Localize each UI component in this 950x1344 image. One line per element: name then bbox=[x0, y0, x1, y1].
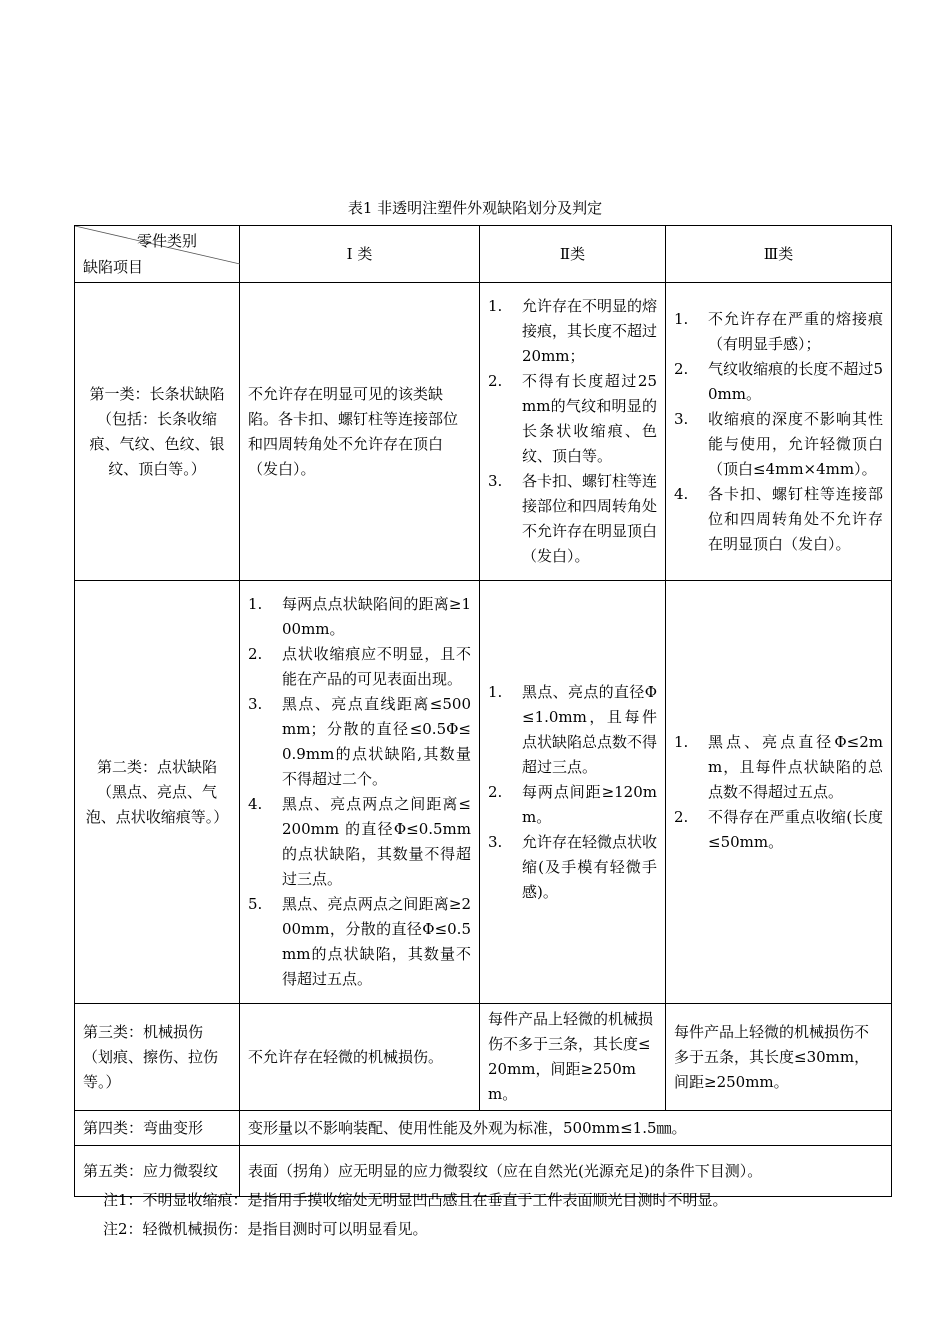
class3-cell bbox=[666, 283, 892, 581]
category-cell: 第二类：点状缺陷（黑点、亮点、气泡、点状收缩痕等。） bbox=[75, 581, 240, 1004]
category-cell: 第一类：长条状缺陷（包括：长条收缩痕、气纹、色纹、银纹、顶白等。） bbox=[75, 283, 240, 581]
class1-cell bbox=[240, 581, 480, 1004]
list-item bbox=[674, 407, 883, 482]
merged-content-cell: 表面（拐角）应无明显的应力微裂纹（应在自然光(光源充足)的条件下目测）。 bbox=[240, 1146, 892, 1197]
list-text: 每两点间距≥120mm。 bbox=[522, 782, 657, 826]
list-text: 收缩痕的深度不影响其性能与使用，允许轻微顶白（顶白≤4mm×4mm）。 bbox=[708, 409, 883, 478]
row-bending-deformation bbox=[75, 1111, 892, 1146]
list-text: 黑点、亮点直径Φ≤2mm，且每件点状缺陷的总点数不得超过五点。 bbox=[708, 732, 883, 801]
class2-list bbox=[488, 294, 657, 569]
class3-list bbox=[674, 730, 883, 855]
list-item bbox=[248, 642, 471, 692]
list-text: 气纹收缩痕的长度不超过50mm。 bbox=[708, 359, 883, 403]
list-number: 5. bbox=[248, 895, 263, 913]
list-item bbox=[674, 357, 883, 407]
list-number: 1. bbox=[488, 682, 503, 701]
list-text: 各卡扣、螺钉柱等连接部位和四周转角处不允许存在明显顶白（发白）。 bbox=[708, 484, 883, 553]
list-text: 黑点、亮点直线距离≤500mm；分散的直径≤0.5Φ≤0.9mm的点状缺陷,其数量不得超过二个。 bbox=[282, 695, 471, 788]
list-text: 每两点点状缺陷间的距离≥100mm。 bbox=[282, 595, 471, 638]
list-item bbox=[674, 482, 883, 557]
list-item bbox=[488, 294, 657, 369]
list-item bbox=[674, 805, 883, 855]
list-text: 黑点、亮点两点之间距离≤ 200mm 的直径Φ≤0.5mm的点状缺陷，其数量不得超过三点。 bbox=[282, 795, 471, 888]
category-cell: 第五类：应力微裂纹 bbox=[75, 1146, 240, 1197]
list-number: 2. bbox=[674, 807, 689, 826]
category-cell: 第三类：机械损伤（划痕、擦伤、拉伤等。） bbox=[75, 1004, 240, 1111]
header-defect-item: 缺陷项目 bbox=[83, 258, 144, 276]
header-class-1: I 类 bbox=[240, 226, 480, 283]
header-row bbox=[75, 226, 892, 283]
defect-table bbox=[74, 225, 892, 1197]
list-number: 3. bbox=[488, 832, 503, 851]
list-item bbox=[248, 692, 471, 792]
list-item bbox=[488, 780, 657, 830]
note-2: 注2：轻微机械损伤：是指目测时可以明显看见。 bbox=[103, 1220, 428, 1238]
class2-cell bbox=[480, 283, 666, 581]
note-1: 注1：不明显收缩痕：是指用手摸收缩处无明显凹凸感且在垂直于工件表面顺光目测时不明显。 bbox=[103, 1191, 728, 1209]
list-text: 允许存在轻微点状收缩(及手模有轻微手感)。 bbox=[522, 832, 658, 901]
list-number: 2. bbox=[248, 645, 263, 663]
list-text: 点状收缩痕应不明显，且不能在产品的可见表面出现。 bbox=[282, 645, 471, 688]
class1-cell: 不允许存在明显可见的该类缺陷。各卡扣、螺钉柱等连接部位和四周转角处不允许存在顶白（发白）。 bbox=[240, 283, 480, 581]
list-number: 4. bbox=[248, 795, 263, 813]
row-long-defects bbox=[75, 283, 892, 581]
list-number: 3. bbox=[674, 409, 689, 428]
class3-cell bbox=[666, 581, 892, 1004]
list-item bbox=[674, 730, 883, 805]
list-number: 3. bbox=[488, 472, 503, 490]
list-number: 1. bbox=[674, 732, 689, 751]
row-point-defects bbox=[75, 581, 892, 1004]
list-number: 2. bbox=[488, 372, 503, 390]
list-text: 不允许存在严重的熔接痕（有明显手感）； bbox=[708, 309, 883, 353]
class2-cell: 每件产品上轻微的机械损伤不多于三条，其长度≤ 20mm，间距≥250mm。 bbox=[480, 1004, 666, 1111]
class2-cell bbox=[480, 581, 666, 1004]
header-class-3: Ⅲ类 bbox=[666, 226, 892, 283]
list-number: 2. bbox=[674, 359, 689, 378]
list-item bbox=[248, 792, 471, 892]
list-number: 1. bbox=[488, 297, 503, 315]
list-number: 2. bbox=[488, 782, 503, 801]
list-item bbox=[488, 680, 657, 780]
list-number: 4. bbox=[674, 484, 689, 503]
class1-cell: 不允许存在轻微的机械损伤。 bbox=[240, 1004, 480, 1111]
list-item bbox=[488, 369, 657, 469]
list-number: 1. bbox=[674, 309, 689, 328]
list-text: 不得有长度超过25mm的气纹和明显的长条状收缩痕、色纹、顶白等。 bbox=[522, 372, 657, 465]
header-class-2: Ⅱ类 bbox=[480, 226, 666, 283]
list-number: 1. bbox=[248, 595, 263, 613]
class3-cell: 每件产品上轻微的机械损伤不多于五条，其长度≤30mm，间距≥250mm。 bbox=[666, 1004, 892, 1111]
list-item bbox=[248, 892, 471, 992]
list-item bbox=[248, 592, 471, 642]
diagonal-header-cell bbox=[75, 226, 240, 283]
list-item bbox=[488, 469, 657, 569]
list-text: 允许存在不明显的熔接痕，其长度不超过20mm； bbox=[522, 297, 658, 365]
list-text: 不得存在严重点收缩(长度≤50mm。 bbox=[708, 807, 883, 851]
merged-content-cell: 变形量以不影响装配、使用性能及外观为标准，500mm≤1.5㎜。 bbox=[240, 1111, 892, 1146]
list-text: 黑点、亮点的直径Φ≤1.0mm，且每件点状缺陷总点数不得超过三点。 bbox=[522, 682, 658, 776]
list-text: 各卡扣、螺钉柱等连接部位和四周转角处不允许存在明显顶白（发白）。 bbox=[522, 472, 658, 565]
table-caption: 表1 非透明注塑件外观缺陷划分及判定 bbox=[347, 199, 603, 217]
list-number: 3. bbox=[248, 695, 263, 713]
class1-list bbox=[248, 592, 471, 992]
class3-list bbox=[674, 307, 883, 557]
row-mechanical-damage bbox=[75, 1004, 892, 1111]
class2-list bbox=[488, 680, 657, 905]
list-item bbox=[674, 307, 883, 357]
header-part-category: 零件类别 bbox=[137, 232, 198, 250]
category-cell: 第四类：弯曲变形 bbox=[75, 1111, 240, 1146]
list-text: 黑点、亮点两点之间距离≥200mm，分散的直径Φ≤0.5mm的点状缺陷，其数量不得超过五点。 bbox=[282, 895, 471, 988]
list-item bbox=[488, 830, 657, 905]
